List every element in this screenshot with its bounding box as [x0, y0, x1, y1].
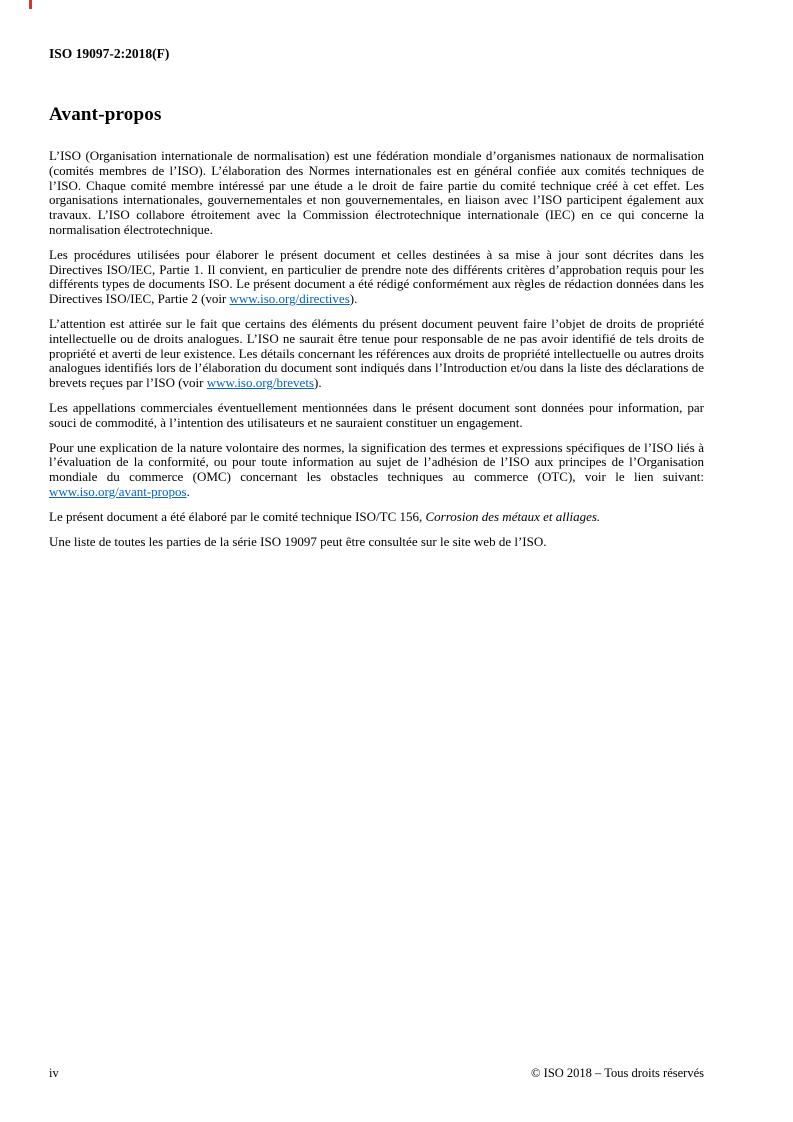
text-run: Le présent document a été élaboré par le comité technique ISO/TC 156,	[49, 508, 426, 524]
foreword-body	[49, 149, 704, 549]
text-run: L’attention est attirée sur le fait que certains des éléments du présent document peuvent faire l’objet de droits de propriété intellectuelle ou de droits analogues. L’ISO ne saurait être tenue pour responsable de ne pas avoir identifié de tels droits de propriété et averti de leur existence. Les détails concernant les références aux droits de propriété intellectuelle ou autres droits analogues identifiés lors de l’élaboration du document sont indiqués dans l’Introduction et/ou dans la liste des déclarations de brevets reçues par l’ISO (voir	[49, 315, 704, 391]
paragraph	[49, 248, 704, 307]
text-run: Une liste de toutes les parties de la série ISO 19097 peut être consultée sur le site web de l’ISO.	[49, 533, 547, 549]
hyperlink[interactable]: www.iso.org/avant-propos	[49, 483, 187, 499]
paragraph	[49, 317, 704, 391]
hyperlink[interactable]: www.iso.org/directives	[229, 291, 350, 307]
text-run: Pour une explication de la nature volontaire des normes, la signification des termes et expressions spécifiques de l’ISO liés à l’évaluation de la conformité, ou pour toute information au sujet de l’adhésion de l’ISO aux principes de l’Organisation mondiale du commerce (OMC) concernant les obstacles techniques au commerce (OTC), voir le lien suivant:	[49, 439, 704, 485]
text-run: L’ISO (Organisation internationale de normalisation) est une fédération mondiale d’organismes nationaux de normalisation (comités membres de l’ISO). L’élaboration des Normes internationales est en général confiée aux comités techniques de l’ISO. Chaque comité membre intéressé par une étude a le droit de faire partie du comité technique créé à cet effet. Les organisations internationales, gouvernementales et non gouvernementales, en liaison avec l’ISO participent également aux travaux. L’ISO collabore étroitement avec la Commission électrotechnique internationale (IEC) en ce qui concerne la normalisation électrotechnique.	[49, 148, 704, 237]
document-reference: ISO 19097-2:2018(F)	[49, 46, 170, 61]
text-run: ).	[314, 375, 322, 391]
text-run: Les appellations commerciales éventuellement mentionnées dans le présent document sont données pour information, par souci de commodité, à l’intention des utilisateurs et ne sauraient constituer un engagement.	[49, 399, 704, 430]
crop-mark	[29, 0, 32, 9]
paragraph	[49, 535, 704, 550]
text-run: .	[186, 483, 190, 499]
page-number: iv	[49, 1066, 59, 1080]
paragraph	[49, 149, 704, 238]
italic-text: Corrosion des métaux et alliages.	[425, 508, 601, 524]
text-run: ).	[349, 291, 358, 307]
text-run: Les procédures utilisées pour élaborer le présent document et celles destinées à sa mise à jour sont décrites dans les Directives ISO/IEC, Partie 1. Il convient, en particulier de prendre note des différents critères d’approbation requis pour les différents types de documents ISO. Le présent document a été rédigé conformément aux règles de rédaction données dans les Directives ISO/IEC, Partie 2 (voir	[49, 246, 704, 307]
page-content	[49, 46, 704, 549]
page-footer	[49, 1066, 704, 1081]
paragraph	[49, 510, 704, 525]
paragraph	[49, 401, 704, 431]
copyright-notice: © ISO 2018 – Tous droits réservés	[531, 1066, 704, 1080]
hyperlink[interactable]: www.iso.org/brevets	[206, 375, 314, 391]
paragraph	[49, 441, 704, 500]
section-title: Avant-propos	[49, 104, 162, 125]
